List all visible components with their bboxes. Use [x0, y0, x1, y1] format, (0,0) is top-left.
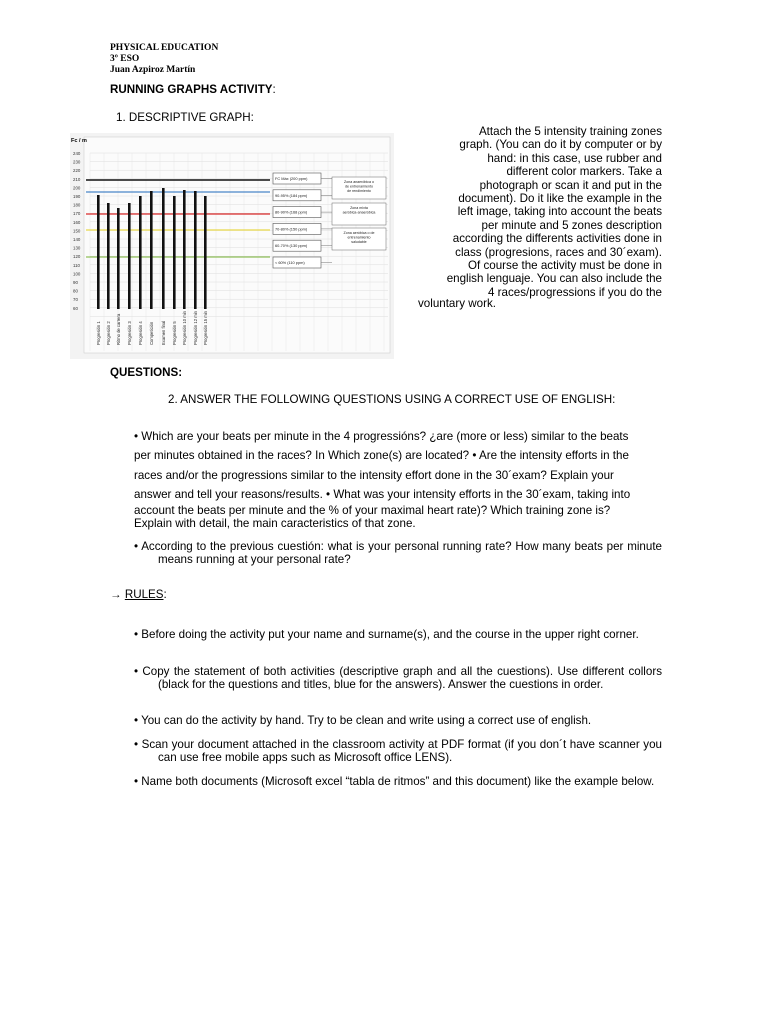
bar-label: Examen final: [161, 320, 166, 345]
graph-bar: [150, 191, 153, 309]
rules-colon: :: [163, 588, 167, 601]
questions-paragraph-line: • Which are your beats per minute in the 4 progressións? ¿are (more or less) similar to the beats: [134, 430, 629, 443]
rule-item-2: • Copy the statement of both activities (descriptive graph and all the cuestions). Use different collors (black for the questions and titles, blue for the answers). Answer the cuestions in order.: [134, 665, 662, 692]
bar-label: Ritmo de carrera: [116, 313, 121, 345]
graph-y-axis-title: Fc / m: [71, 138, 87, 144]
y-tick-label: 140: [73, 237, 81, 242]
instructions-line: Attach the 5 intensity training zones: [478, 125, 662, 138]
bar-label: Progresión 1: [96, 321, 101, 345]
instructions-line: english lenguaje. You can also include the: [446, 272, 662, 286]
bar-label: Progresión 2: [106, 321, 111, 345]
questions-paragraph: [134, 427, 662, 505]
questions-paragraph-tail-line: account the beats per minute and the % of your maximal heart rate)? Which training zone is?: [134, 504, 611, 517]
questions-paragraph-line: answer and tell your reasons/results. • What was your intensity efforts in the 30´exam, taking into: [134, 488, 631, 502]
instructions-line: graph. (You can do it by computer or by: [459, 138, 662, 152]
y-tick-label: 170: [73, 211, 81, 217]
instructions-line: different color markers. Take a: [506, 165, 662, 179]
bar-label: Progresión 5: [172, 321, 177, 345]
instructions-line: photograph or scan it and put in the: [479, 178, 662, 192]
graph-bar: [204, 196, 207, 309]
instructions-line: according the differents activities done in: [452, 232, 662, 246]
zone-note-text: de entrenamiento: [345, 184, 373, 189]
questions-paragraph-tail-line: Explain with detail, the main caracteristics of that zone.: [134, 517, 416, 530]
rule-item-1: • Before doing the activity put your name and surname(s), and the course in the upper right corner.: [134, 628, 639, 641]
instructions-last-line: voluntary work.: [418, 297, 496, 310]
graph-bar: [194, 191, 197, 309]
section1-heading: 1. DESCRIPTIVE GRAPH:: [116, 111, 254, 124]
title-text: RUNNING GRAPHS ACTIVITY: [110, 83, 273, 96]
y-tick-label: 150: [73, 228, 81, 234]
subject-label: PHYSICAL EDUCATION: [110, 43, 219, 53]
graph-bar: [183, 190, 186, 309]
zone-box-label: FC Máx (200 ppm): [275, 176, 308, 181]
bar-label: Progresión 10 min: [182, 311, 187, 345]
instructions-line: document). Do it like the example in the: [458, 192, 662, 206]
instructions-line: per minute and 5 zones description: [481, 218, 662, 232]
question-bullet: • According to the previous cuestión: what is your personal running rate? How many beats per minute means running at your personal rate?: [134, 540, 662, 567]
author-label: Juan Azpiroz Martín: [110, 65, 196, 75]
graph-bar: [97, 195, 100, 309]
arrow-icon: →: [110, 588, 122, 601]
graph-bar: [139, 196, 142, 309]
graph-instructions: [418, 125, 662, 299]
y-tick-label: 100: [73, 271, 81, 277]
zone-box-label: < 60% (110 ppm): [275, 260, 305, 265]
course-label: 3º ESO: [110, 54, 140, 64]
bar-label: Progresión 3: [127, 321, 132, 345]
y-tick-label: 230: [73, 159, 81, 165]
y-tick-label: 80: [73, 288, 78, 294]
zone-box-label: 90-95% (184 ppm): [275, 192, 308, 198]
questions-heading: QUESTIONS:: [110, 366, 183, 379]
zone-note-text: Zona aeróbica o de: [343, 231, 375, 235]
y-tick-label: 180: [73, 202, 81, 208]
bar-label: Competición: [149, 321, 154, 345]
graph-bar: [107, 203, 110, 309]
instructions-line: class (progresions, races and 30´exam).: [455, 245, 662, 259]
rules-heading: [110, 588, 167, 601]
graph-zone-notes: [332, 177, 386, 250]
intensity-zones-graph: [70, 133, 394, 359]
zone-note-text: Zona anaeróbica o: [344, 180, 374, 184]
y-tick-label: 240: [73, 151, 81, 156]
zone-note-text: de rendimiento: [347, 189, 371, 194]
graph-bar: [117, 208, 120, 309]
zone-note-text: aeróbica-anaeróbica: [342, 210, 376, 215]
y-tick-label: 160: [73, 219, 81, 225]
zone-box-label: 60-70% (130 ppm): [275, 243, 308, 249]
y-tick-label: 190: [73, 194, 81, 199]
zone-note-text: saludable: [351, 240, 367, 245]
instructions-line: 4 races/progressions if you do the: [487, 285, 662, 299]
zone-note-text: Zona mixta: [350, 206, 368, 210]
bar-label: Progresión 15 min: [203, 311, 208, 345]
title-colon: :: [272, 83, 276, 96]
y-tick-label: 200: [73, 185, 81, 191]
instructions-line: left image, taking into account the beats: [457, 205, 662, 219]
zone-box-label: 70-80% (150 ppm): [275, 226, 308, 232]
page-title: [110, 83, 276, 96]
graph-bar: [162, 188, 165, 309]
y-tick-label: 70: [73, 297, 78, 303]
y-tick-label: 90: [73, 280, 78, 285]
y-tick-label: 60: [73, 305, 78, 311]
y-tick-label: 110: [73, 262, 80, 268]
rules-heading-text: RULES: [124, 588, 164, 601]
questions-paragraph-line: races and/or the progressions similar to the intensity effort done in the 30´exam? Explain your: [134, 468, 614, 482]
rule-item-3: • You can do the activity by hand. Try to be clean and write using a correct use of english.: [134, 714, 592, 727]
y-tick-label: 220: [73, 168, 81, 174]
graph-bar: [173, 196, 176, 309]
instructions-line: Of course the activity must be done in: [468, 259, 662, 273]
questions-paragraph-tail: [134, 504, 662, 530]
bar-label: Progresión 12 min: [193, 311, 198, 345]
rule-item-4: • Scan your document attached in the classroom activity at PDF format (if you don´t have scanner you can use free mobile apps such as Microsoft office LENS).: [134, 738, 662, 765]
graph-bar: [128, 203, 131, 309]
instructions-line: hand: in this case, use rubber and: [487, 151, 662, 165]
zone-box-label: 80-90% (168 ppm): [275, 209, 308, 215]
y-tick-label: 210: [73, 176, 81, 182]
questions-paragraph-line: per minutes obtained in the races? In Which zone(s) are located? • Are the intensity efforts in the: [134, 449, 629, 463]
bar-label: Progresión 4: [138, 321, 143, 345]
y-tick-label: 130: [73, 245, 81, 251]
y-tick-label: 120: [73, 254, 81, 260]
rule-item-5: • Name both documents (Microsoft excel “tabla de ritmos” and this document) like the example below.: [134, 775, 655, 788]
questions-subheading: 2. ANSWER THE FOLLOWING QUESTIONS USING A CORRECT USE OF ENGLISH:: [168, 393, 616, 406]
zone-note-text: entrenamiento: [347, 235, 371, 240]
